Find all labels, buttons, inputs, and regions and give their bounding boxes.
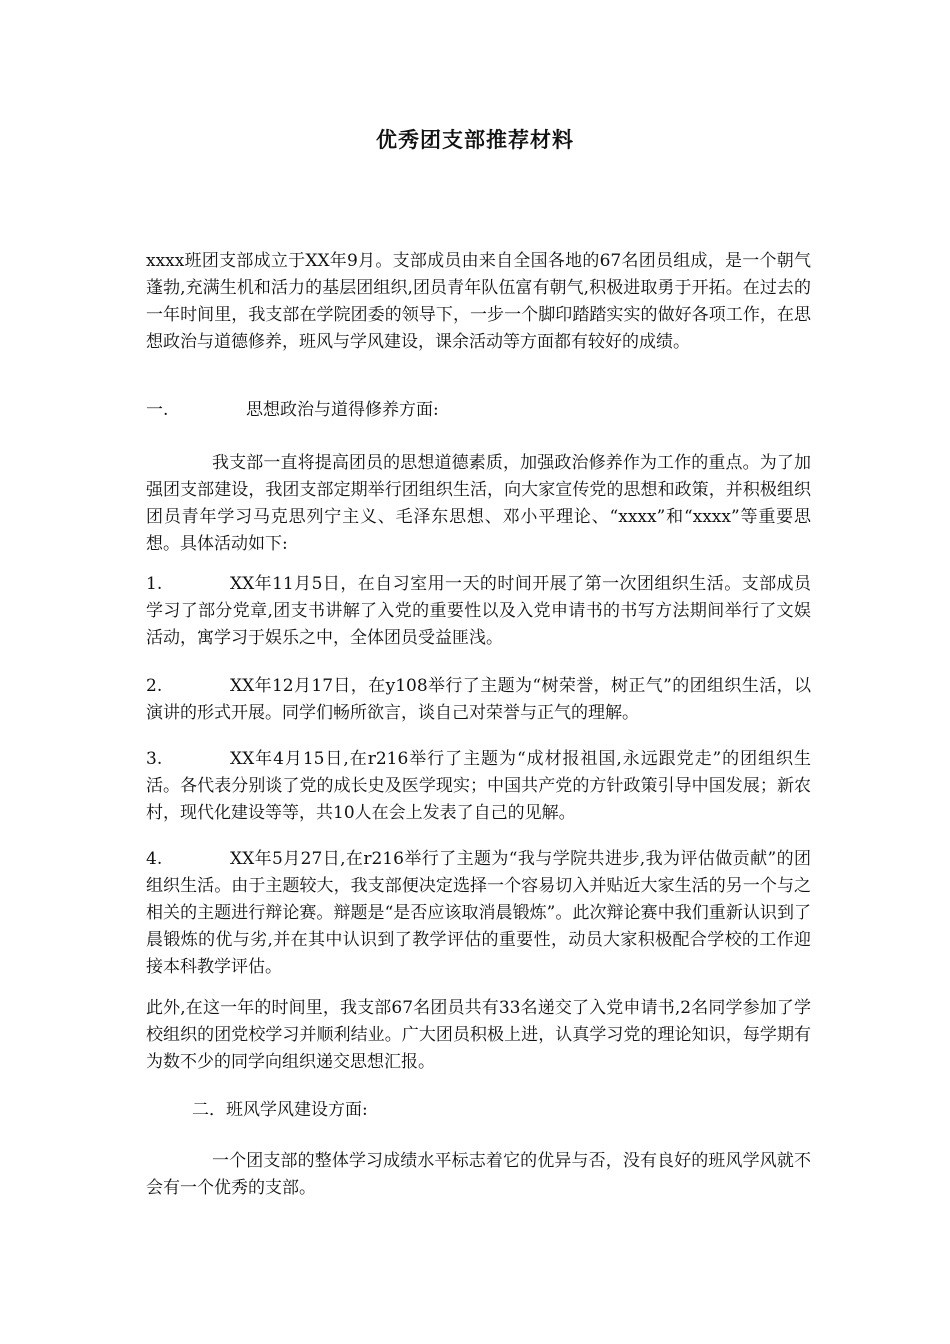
activity-item-number: 1.	[146, 574, 163, 594]
activity-item-number: 4.	[146, 849, 163, 869]
section1-heading	[146, 397, 439, 424]
document-title: 优秀团支部推荐材料	[376, 127, 574, 152]
activity-item-3	[146, 746, 811, 827]
activity-item-text: XX年11月5日，在自习室用一天的时间开展了第一次团组织生活。支部成员学习了部分党章,团支书讲解了入党的重要性以及入党申请书的书写方法期间举行了文娱活动，寓学习于娱乐之中，全体团员受益匪浅。	[146, 574, 811, 648]
activity-item-text: XX年4月15日,在r216举行了主题为“成材报祖国,永远跟党走”的团组织生活。各代表分别谈了党的成长史及医学现实；中国共产党的方针政策引导中国发展；新农村，现代化建设等等，共10人在会上发表了自己的见解。	[146, 749, 811, 823]
activity-item-text: XX年12月17日，在y108举行了主题为“树荣誉，树正气”的团组织生活，以演讲的形式开展。同学们畅所欲言，谈自己对荣誉与正气的理解。	[146, 676, 811, 723]
intro-paragraph: xxxx班团支部成立于XX年9月。支部成员由来自全国各地的67名团员组成，是一个朝气蓬勃,充满生机和活力的基层团组织,团员青年队伍富有朝气,积极进取勇于开拓。在过去的一年时间里，我支部在学院团委的领导下，一步一个脚印踏踏实实的做好各项工作，在思想政治与道德修养，班风与学风建设，课余活动等方面都有较好的成绩。	[146, 251, 811, 352]
activity-item-number: 3.	[146, 749, 163, 769]
section1-summary-paragraph: 此外,在这一年的时间里，我支部67名团员共有33名递交了入党申请书,2名同学参加了学校组织的团党校学习并顺利结业。广大团员积极上进，认真学习党的理论知识，每学期有为数不少的同学向组织递交思想汇报。	[146, 998, 811, 1072]
activity-item-text: XX年5月27日,在r216举行了主题为“我与学院共进步,我为评估做贡献”的团组织生活。由于主题较大，我支部便决定选择一个容易切入并贴近大家生活的另一个与之相关的主题进行辩论赛。辩题是“是否应该取消晨锻炼”。此次辩论赛中我们重新认识到了晨锻炼的优与劣,并在其中认识到了教学评估的重要性，动员大家积极配合学校的工作迎接本科教学评估。	[146, 849, 811, 977]
section1-title: 思想政治与道得修养方面:	[246, 400, 439, 420]
activity-item-2	[146, 673, 811, 727]
activity-item-number: 2.	[146, 676, 163, 696]
activity-item-4	[146, 846, 811, 981]
activity-item-1	[146, 571, 811, 652]
section1-lead-paragraph: 我支部一直将提高团员的思想道德素质，加强政治修养作为工作的重点。为了加强团支部建设，我团支部定期举行团组织生活，向大家宣传党的思想和政策，并积极组织团员青年学习马克思列宁主义、毛泽东思想、邓小平理论、“xxxx”和“xxxx”等重要思想。具体活动如下:	[146, 453, 811, 554]
section2-lead-paragraph: 一个团支部的整体学习成绩水平标志着它的优异与否，没有良好的班风学风就不会有一个优秀的支部。	[146, 1151, 811, 1198]
section2-heading: 二．班风学风建设方面:	[192, 1100, 368, 1120]
section1-number: 一.	[146, 400, 169, 420]
